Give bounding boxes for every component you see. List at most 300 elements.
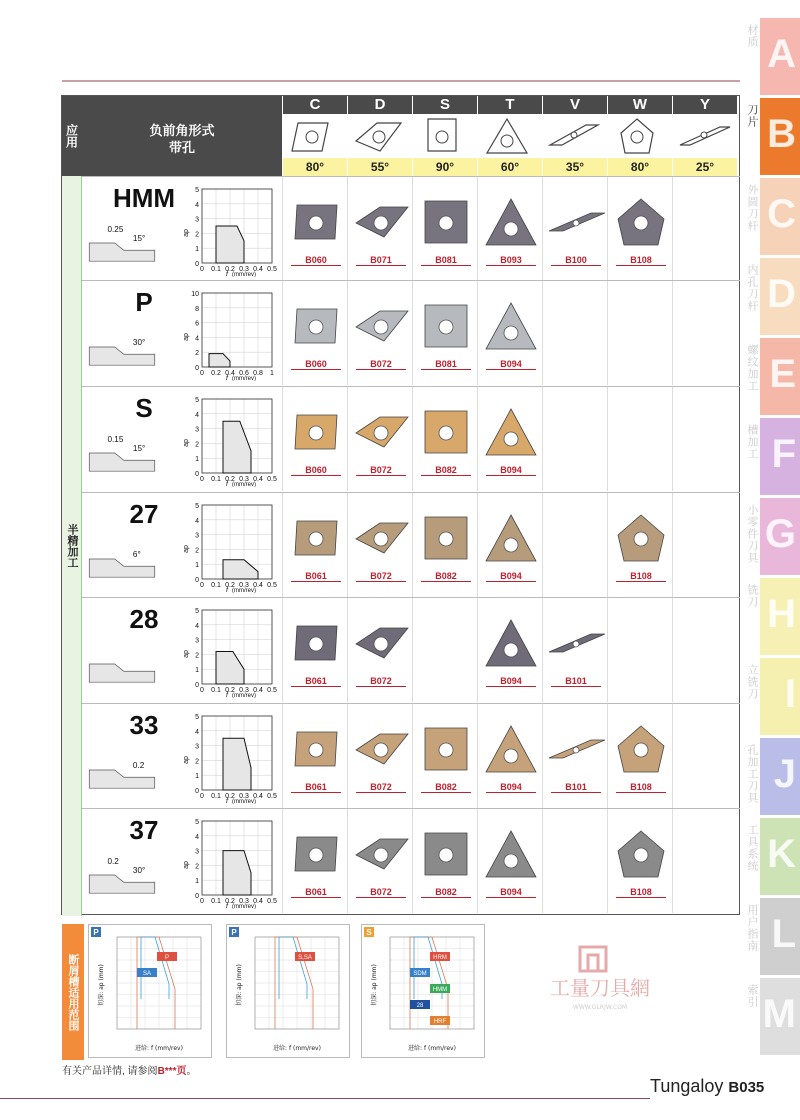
mini-tag: P — [164, 955, 170, 961]
brand-name: Tungaloy — [650, 1076, 724, 1096]
insert-cell[interactable] — [347, 177, 412, 281]
mini-tag: HMM — [432, 987, 448, 993]
mini-badge: P — [93, 928, 99, 937]
y-tick-label: 10 — [191, 291, 199, 298]
page-reference-code[interactable]: B094 — [486, 359, 536, 370]
insert-cell[interactable] — [282, 387, 347, 491]
y-tick-label: 5 — [195, 503, 199, 510]
x-tick-label: 0 — [200, 370, 204, 377]
insert-cell — [672, 387, 737, 491]
breaker-row-28 — [82, 597, 740, 703]
with-hole-label: 带孔 — [168, 140, 195, 155]
insert-shape-icon — [348, 114, 412, 158]
tab-c[interactable] — [746, 178, 800, 255]
page-reference-code[interactable]: B082 — [421, 465, 471, 476]
watermark-name: 工量刀具網 — [550, 976, 650, 1000]
insert-cell[interactable] — [607, 809, 672, 913]
tab-letter: H — [767, 592, 796, 636]
y-tick-label: 1 — [195, 562, 199, 570]
page-reference-code[interactable]: B101 — [551, 782, 601, 793]
cutting-edge-profile — [86, 644, 158, 684]
x-axis-label: f — [226, 481, 228, 487]
footnote-ref[interactable]: B***页 — [157, 1066, 187, 1077]
bottom-rule — [0, 1098, 650, 1099]
cutting-edge-profile — [86, 750, 158, 790]
mini-tag: 28 — [416, 1003, 424, 1009]
insert-image — [612, 509, 670, 567]
tab-label: 索引 — [746, 984, 758, 1008]
x-tick-label: 0 — [200, 898, 204, 905]
insert-shape-icon — [608, 114, 672, 158]
footnote-text: 有关产品详情, 请参阅 — [62, 1066, 158, 1077]
cutting-edge-profile — [86, 539, 158, 579]
x-tick-label: 0.4 — [225, 370, 235, 377]
insert-image — [352, 509, 410, 567]
ap-f-chart — [182, 181, 282, 277]
insert-image — [352, 720, 410, 778]
y-tick-label: 3 — [195, 848, 199, 856]
y-tick-label: 6 — [195, 320, 199, 328]
x-tick-label: 0.8 — [253, 370, 263, 377]
insert-shape-icon — [478, 114, 542, 158]
tab-letter: F — [771, 432, 796, 476]
x-axis-label: f — [226, 587, 228, 593]
watermark-logo — [530, 945, 670, 1015]
ap-f-chart — [182, 708, 282, 804]
column-angle: 55° — [348, 158, 412, 176]
x-tick-label: 0 — [200, 687, 204, 694]
breaker-row-27 — [82, 492, 740, 597]
insert-image — [482, 509, 540, 567]
x-axis-label: f — [226, 798, 228, 804]
insert-cell[interactable] — [542, 704, 607, 808]
y-axis-label: ap — [183, 756, 190, 764]
insert-cell[interactable] — [282, 809, 347, 913]
y-axis-label: ap — [183, 545, 190, 553]
x-tick-label: 0.2 — [225, 898, 235, 905]
tab-label: 槽加工 — [746, 424, 758, 460]
breaker-name: 27 — [129, 499, 159, 529]
insert-cell[interactable] — [477, 809, 542, 913]
brand-footer — [650, 1076, 764, 1097]
y-tick-label: 3 — [195, 216, 199, 224]
chip-breaker-range-chart — [226, 924, 350, 1058]
tab-label: 铣刀 — [746, 584, 758, 608]
insert-image — [287, 509, 345, 567]
tab-letter: L — [771, 912, 796, 956]
x-axis-label: f — [226, 903, 228, 909]
insert-cell — [542, 493, 607, 597]
insert-cell — [607, 598, 672, 702]
page-reference-code[interactable]: B060 — [291, 359, 341, 370]
x-tick-label: 0 — [200, 582, 204, 589]
y-tick-label: 2 — [195, 758, 199, 766]
tab-j[interactable] — [746, 738, 800, 815]
page-reference-code[interactable]: B072 — [356, 676, 406, 687]
page-reference-code[interactable]: B061 — [291, 676, 341, 687]
breaker-name: P — [135, 287, 153, 317]
page-reference-code[interactable]: B072 — [356, 782, 406, 793]
insert-shape-icon — [413, 114, 477, 158]
insert-image — [417, 509, 475, 567]
page-reference-code[interactable]: B081 — [421, 255, 471, 266]
page-reference-code[interactable]: B094 — [486, 782, 536, 793]
ap-f-chart — [182, 813, 282, 909]
y-tick-label: 1 — [195, 246, 199, 254]
mini-y-label: 切深: ap (mm) — [98, 964, 105, 1006]
chip-breaker-range-chart — [361, 924, 485, 1058]
mini-badge: P — [231, 928, 237, 937]
x-tick-label: 0.4 — [253, 582, 263, 589]
page-reference-code[interactable]: B108 — [616, 255, 666, 266]
x-axis-unit: (mm/rev) — [232, 376, 256, 381]
page-reference-code[interactable]: B071 — [356, 255, 406, 266]
mini-tag: HRM — [433, 955, 447, 961]
insert-table — [61, 95, 740, 915]
insert-cell[interactable] — [347, 704, 412, 808]
x-tick-label: 0.3 — [239, 476, 249, 483]
insert-cell[interactable] — [542, 177, 607, 281]
breaker-row-hmm — [82, 176, 740, 280]
insert-cell[interactable] — [412, 281, 477, 385]
insert-cell[interactable] — [412, 177, 477, 281]
page-reference-code[interactable]: B072 — [356, 359, 406, 370]
page-number: B035 — [728, 1079, 765, 1096]
y-tick-label: 5 — [195, 187, 199, 194]
breaker-name: 28 — [129, 604, 159, 634]
x-tick-label: 0 — [200, 266, 204, 273]
page-reference-code[interactable]: B108 — [616, 887, 666, 898]
insert-image — [287, 403, 345, 461]
insert-image — [287, 720, 345, 778]
insert-image — [287, 825, 345, 883]
page-reference-code[interactable]: B061 — [291, 782, 341, 793]
applicable-region — [223, 851, 251, 895]
mini-tag: S,SA — [298, 955, 312, 961]
tab-label: 材质 — [746, 24, 758, 48]
insert-image — [612, 825, 670, 883]
y-tick-label: 5 — [195, 714, 199, 721]
tab-label: 内孔刀杆 — [746, 264, 758, 312]
x-tick-label: 0.4 — [253, 476, 263, 483]
applicable-region — [223, 738, 251, 790]
profile-value: 30° — [132, 866, 146, 876]
y-tick-label: 0 — [195, 261, 199, 268]
insert-image — [352, 403, 410, 461]
footnote — [62, 1062, 196, 1077]
page-reference-code[interactable]: B100 — [551, 255, 601, 266]
x-axis-unit: (mm/rev) — [232, 272, 256, 277]
tab-k[interactable] — [746, 818, 800, 895]
insert-cell[interactable] — [607, 704, 672, 808]
insert-cell[interactable] — [477, 281, 542, 385]
insert-cell[interactable] — [412, 387, 477, 491]
x-tick-label: 0.2 — [225, 476, 235, 483]
insert-cell[interactable] — [282, 177, 347, 281]
breaker-row-p — [82, 280, 740, 386]
x-tick-label: 0.1 — [211, 476, 221, 483]
x-tick-label: 0.5 — [267, 476, 277, 483]
section-sidebar — [62, 176, 82, 916]
y-tick-label: 1 — [195, 773, 199, 781]
y-axis-label: ap — [183, 229, 190, 237]
y-tick-label: 2 — [195, 652, 199, 660]
tab-label: 用户指南 — [746, 904, 758, 952]
tab-d[interactable] — [746, 258, 800, 335]
tab-m[interactable] — [746, 978, 800, 1055]
x-tick-label: 0.3 — [239, 898, 249, 905]
tab-label: 小零件刀具 — [746, 504, 758, 564]
page-reference-code[interactable]: B094 — [486, 571, 536, 582]
page-reference-code[interactable]: B094 — [486, 465, 536, 476]
insert-cell[interactable] — [607, 493, 672, 597]
y-tick-label: 0 — [195, 893, 199, 900]
mini-y-label: 切深: ap (mm) — [371, 964, 378, 1006]
column-angle: 35° — [543, 158, 607, 176]
y-tick-label: 4 — [195, 517, 199, 525]
page-reference-code[interactable]: B108 — [616, 782, 666, 793]
tab-letter: J — [773, 752, 796, 796]
insert-cell[interactable] — [347, 598, 412, 702]
page-reference-code[interactable]: B061 — [291, 571, 341, 582]
tab-letter: K — [767, 832, 796, 876]
y-axis-label: ap — [183, 439, 190, 447]
insert-cell — [607, 387, 672, 491]
breaker-name: HMM — [112, 183, 176, 213]
x-tick-label: 0.3 — [239, 793, 249, 800]
insert-image — [352, 297, 410, 355]
mini-tag: SDM — [413, 971, 427, 977]
page-reference-code[interactable]: B081 — [421, 359, 471, 370]
y-tick-label: 4 — [195, 201, 199, 209]
tab-label: 螺纹加工 — [746, 344, 758, 392]
insert-image — [352, 825, 410, 883]
tab-i[interactable] — [746, 658, 800, 735]
mini-y-label: 切深: ap (mm) — [236, 964, 243, 1006]
column-angle: 80° — [283, 158, 347, 176]
x-tick-label: 0.1 — [211, 266, 221, 273]
page-reference-code[interactable]: B093 — [486, 255, 536, 266]
y-tick-label: 2 — [195, 863, 199, 871]
tab-letter: A — [767, 32, 796, 76]
x-axis-unit: (mm/rev) — [232, 799, 256, 804]
insert-cell[interactable] — [282, 598, 347, 702]
insert-cell[interactable] — [477, 598, 542, 702]
page-reference-code[interactable]: B082 — [421, 571, 471, 582]
tab-b[interactable] — [746, 98, 800, 175]
x-tick-label: 0.2 — [225, 793, 235, 800]
applicable-region — [216, 226, 244, 263]
insert-cell[interactable] — [412, 493, 477, 597]
breaker-row-s — [82, 386, 740, 492]
page-reference-code[interactable]: B094 — [486, 887, 536, 898]
profile-value: 0.25 — [107, 225, 124, 235]
x-axis-unit: (mm/rev) — [232, 693, 256, 698]
tab-e[interactable] — [746, 338, 800, 415]
insert-cell — [672, 177, 737, 281]
section-label: 半精加工 — [66, 524, 78, 568]
profile-value: 0.2 — [132, 761, 145, 771]
insert-image — [417, 403, 475, 461]
column-c — [282, 96, 347, 176]
column-letter: T — [478, 96, 542, 114]
profile-value: 0.15 — [107, 435, 124, 445]
insert-cell[interactable] — [412, 809, 477, 913]
x-axis-unit: (mm/rev) — [232, 904, 256, 909]
x-axis-unit: (mm/rev) — [232, 482, 256, 487]
top-rule — [62, 80, 740, 82]
page-reference-code[interactable]: B094 — [486, 676, 536, 687]
application-header: 应用 — [62, 96, 82, 176]
y-axis-label: ap — [183, 861, 190, 869]
insert-image — [547, 193, 605, 251]
x-tick-label: 0.3 — [239, 266, 249, 273]
tab-f[interactable] — [746, 418, 800, 495]
insert-cell — [672, 809, 737, 913]
page-reference-code[interactable]: B061 — [291, 887, 341, 898]
tab-h[interactable] — [746, 578, 800, 655]
page-reference-code[interactable]: B072 — [356, 887, 406, 898]
insert-image — [352, 614, 410, 672]
x-axis-unit: (mm/rev) — [232, 588, 256, 593]
mini-x-label: 进给: f (mm/rev) — [273, 1045, 321, 1052]
footnote-end: 。 — [186, 1066, 197, 1077]
y-tick-label: 3 — [195, 743, 199, 751]
page-reference-code[interactable]: B060 — [291, 465, 341, 476]
side-index-tabs — [746, 18, 800, 1058]
insert-cell — [412, 598, 477, 702]
negative-type-header — [82, 96, 282, 176]
insert-image — [417, 720, 475, 778]
x-tick-label: 0.2 — [211, 370, 221, 377]
x-tick-label: 0.5 — [267, 793, 277, 800]
insert-cell[interactable] — [347, 493, 412, 597]
insert-image — [352, 193, 410, 251]
y-tick-label: 5 — [195, 397, 199, 404]
tab-label: 立铣刀 — [746, 664, 758, 700]
insert-image — [287, 297, 345, 355]
page-reference-code[interactable]: B082 — [421, 887, 471, 898]
insert-cell[interactable] — [477, 493, 542, 597]
insert-image — [417, 825, 475, 883]
applicable-region — [209, 354, 230, 367]
tab-letter: D — [767, 272, 796, 316]
y-axis-label: ap — [183, 650, 190, 658]
tab-g[interactable] — [746, 498, 800, 575]
y-tick-label: 3 — [195, 426, 199, 434]
tab-l[interactable] — [746, 898, 800, 975]
mini-x-label: 进给: f (mm/rev) — [135, 1045, 183, 1052]
insert-cell[interactable] — [282, 493, 347, 597]
insert-image — [482, 297, 540, 355]
insert-cell — [672, 598, 737, 702]
insert-cell[interactable] — [477, 387, 542, 491]
insert-image — [612, 193, 670, 251]
y-tick-label: 2 — [195, 547, 199, 555]
tab-label: 孔加工刀具 — [746, 744, 758, 804]
breaker-name: 33 — [129, 710, 159, 740]
tab-label: 工具系统 — [746, 824, 758, 872]
applicable-region — [223, 560, 258, 579]
page-reference-code[interactable]: B060 — [291, 255, 341, 266]
x-tick-label: 0.4 — [253, 266, 263, 273]
insert-cell[interactable] — [347, 809, 412, 913]
tab-a[interactable] — [746, 18, 800, 95]
y-tick-label: 2 — [195, 231, 199, 239]
chip-breaker-label: 断屑槽适用范围 — [62, 924, 84, 1060]
insert-cell — [672, 704, 737, 808]
column-angle: 90° — [413, 158, 477, 176]
x-tick-label: 0.1 — [211, 793, 221, 800]
column-letter: V — [543, 96, 607, 114]
insert-shape-icon — [673, 114, 737, 158]
y-tick-label: 4 — [195, 833, 199, 841]
y-tick-label: 5 — [195, 608, 199, 615]
x-tick-label: 0.1 — [211, 582, 221, 589]
tab-letter: E — [769, 352, 796, 396]
x-tick-label: 1 — [270, 370, 274, 377]
column-t — [477, 96, 542, 176]
tab-letter: M — [762, 992, 796, 1036]
insert-cell[interactable] — [347, 281, 412, 385]
insert-cell[interactable] — [347, 387, 412, 491]
x-axis-label: f — [226, 271, 228, 277]
column-s — [412, 96, 477, 176]
insert-image — [287, 614, 345, 672]
insert-image — [612, 720, 670, 778]
x-axis-label: f — [226, 692, 228, 698]
insert-cell[interactable] — [412, 704, 477, 808]
x-tick-label: 0 — [200, 476, 204, 483]
insert-cell[interactable] — [282, 704, 347, 808]
page-reference-code[interactable]: B072 — [356, 571, 406, 582]
page-reference-code[interactable]: B108 — [616, 571, 666, 582]
page-reference-code[interactable]: B101 — [551, 676, 601, 687]
y-tick-label: 4 — [195, 622, 199, 630]
insert-cell[interactable] — [282, 281, 347, 385]
y-tick-label: 2 — [195, 441, 199, 449]
page-reference-code[interactable]: B072 — [356, 465, 406, 476]
negative-type-label: 负前角形式 — [149, 123, 215, 138]
x-tick-label: 0.5 — [267, 266, 277, 273]
insert-image — [482, 403, 540, 461]
mini-badge: S — [366, 928, 372, 937]
ap-f-chart — [182, 497, 282, 593]
x-tick-label: 0.2 — [225, 266, 235, 273]
breaker-name: 37 — [129, 815, 159, 845]
profile-value: 6° — [132, 550, 141, 560]
y-tick-label: 1 — [195, 878, 199, 886]
page-reference-code[interactable]: B082 — [421, 782, 471, 793]
insert-cell[interactable] — [542, 598, 607, 702]
insert-shape-icon — [283, 114, 347, 158]
x-tick-label: 0.4 — [253, 898, 263, 905]
x-tick-label: 0.2 — [225, 582, 235, 589]
insert-cell[interactable] — [607, 177, 672, 281]
insert-cell[interactable] — [477, 704, 542, 808]
y-tick-label: 3 — [195, 637, 199, 645]
x-tick-label: 0.4 — [253, 687, 263, 694]
breaker-row-37 — [82, 808, 740, 915]
insert-cell[interactable] — [477, 177, 542, 281]
column-angle: 25° — [673, 158, 737, 176]
tab-letter: C — [767, 192, 796, 236]
y-tick-label: 5 — [195, 819, 199, 826]
y-tick-label: 0 — [195, 788, 199, 795]
insert-image — [287, 193, 345, 251]
column-w — [607, 96, 672, 176]
cutting-edge-profile — [86, 327, 158, 367]
